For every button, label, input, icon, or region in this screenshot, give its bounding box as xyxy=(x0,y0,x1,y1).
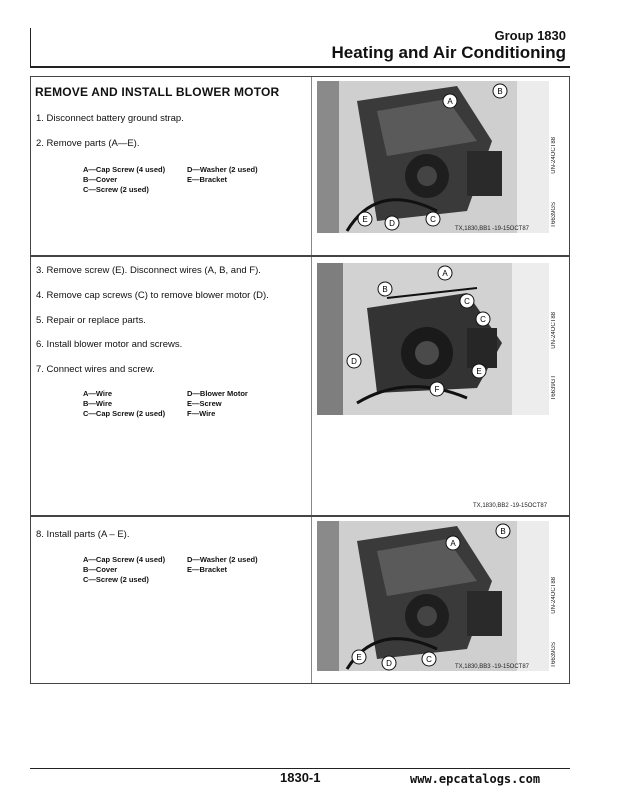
callout-b xyxy=(378,282,392,296)
figure-code: UN-24OCT88 xyxy=(551,137,557,174)
footer-rule xyxy=(30,768,570,769)
step-6: 6. Install blower motor and screws. xyxy=(36,339,183,350)
photo-caption: TX,1830,BB3 -19-15OCT87 xyxy=(454,664,529,670)
section-remove-motor xyxy=(30,256,570,516)
section-title: REMOVE AND INSTALL BLOWER MOTOR xyxy=(35,85,280,99)
header-left-rule xyxy=(30,28,31,68)
callout-c xyxy=(422,652,436,666)
parts-legend xyxy=(83,555,287,584)
legend-item: A—Cap Screw (4 used) xyxy=(83,165,166,174)
svg-text:E: E xyxy=(476,367,482,376)
section-divider xyxy=(311,257,312,515)
callout-e xyxy=(352,650,366,664)
site-url[interactable]: www.epcatalogs.com xyxy=(410,772,541,786)
svg-text:C: C xyxy=(464,297,470,306)
svg-text:B: B xyxy=(497,87,503,96)
section-divider xyxy=(311,517,312,683)
svg-text:A: A xyxy=(447,97,453,106)
legend-item: E—Screw xyxy=(187,399,222,408)
blower-photo-3 xyxy=(317,521,549,671)
callout-d xyxy=(382,656,396,670)
step-5: 5. Repair or replace parts. xyxy=(36,315,146,326)
svg-text:F: F xyxy=(434,385,440,394)
photo-caption: TX,1830,BB1 -19-15OCT87 xyxy=(454,226,529,232)
group-label: Group 1830 xyxy=(494,28,566,43)
svg-text:C: C xyxy=(480,315,486,324)
header-rule xyxy=(30,66,570,68)
legend-item: B—Cover xyxy=(83,175,118,184)
svg-text:D: D xyxy=(389,219,395,228)
legend-item: A—Cap Screw (4 used) xyxy=(83,555,166,564)
legend-item: C—Screw (2 used) xyxy=(83,575,149,584)
section-remove-install xyxy=(30,76,570,256)
figure-code: UN-24OCT88 xyxy=(551,577,557,614)
figure-number: T6639GT xyxy=(551,375,557,401)
blower-photo-1 xyxy=(317,81,549,233)
blower-photo-2 xyxy=(317,263,549,415)
legend-item: F—Wire xyxy=(187,409,216,418)
parts-legend xyxy=(83,165,287,194)
callout-d xyxy=(385,216,399,230)
legend-item: A—Wire xyxy=(83,389,113,398)
svg-text:C: C xyxy=(430,215,436,224)
svg-text:E: E xyxy=(362,215,368,224)
step-2: 2. Remove parts (A—E). xyxy=(36,138,140,149)
callout-c xyxy=(426,212,440,226)
callout-a xyxy=(446,536,460,550)
page-title: Heating and Air Conditioning xyxy=(331,43,566,62)
svg-text:D: D xyxy=(386,659,392,668)
figure-number: T6639GS xyxy=(551,642,557,668)
legend-item: D—Blower Motor xyxy=(187,389,248,398)
legend-item: D—Washer (2 used) xyxy=(187,555,258,564)
legend-item: B—Wire xyxy=(83,399,113,408)
section-divider xyxy=(311,77,312,255)
legend-item xyxy=(187,575,287,584)
legend-item: E—Bracket xyxy=(187,175,228,184)
callout-a xyxy=(438,266,452,280)
svg-text:A: A xyxy=(450,539,456,548)
legend-item xyxy=(187,185,287,194)
step-4: 4. Remove cap screws (C) to remove blower motor (D). xyxy=(36,290,269,301)
parts-legend xyxy=(83,389,287,418)
callout-b xyxy=(496,524,510,538)
callout-b xyxy=(493,84,507,98)
step-3: 3. Remove screw (E). Disconnect wires (A, B, and F). xyxy=(36,265,261,276)
callout-e xyxy=(472,364,486,378)
svg-text:E: E xyxy=(356,653,362,662)
svg-text:B: B xyxy=(382,285,388,294)
svg-text:D: D xyxy=(351,357,357,366)
legend-item: C—Screw (2 used) xyxy=(83,185,149,194)
step-7: 7. Connect wires and screw. xyxy=(36,364,155,375)
callout-e xyxy=(358,212,372,226)
svg-text:C: C xyxy=(426,655,432,664)
figure-number: T6639GS xyxy=(551,202,557,228)
figure-code: UN-24OCT88 xyxy=(551,312,557,349)
callout-d xyxy=(347,354,361,368)
legend-item: D—Washer (2 used) xyxy=(187,165,258,174)
svg-text:A: A xyxy=(442,269,448,278)
callout-f xyxy=(430,382,444,396)
callout-a xyxy=(443,94,457,108)
callout-c xyxy=(476,312,490,326)
legend-item: C—Cap Screw (2 used) xyxy=(83,409,166,418)
step-1: 1. Disconnect battery ground strap. xyxy=(36,113,184,124)
photo-caption: TX,1830,BB2 -19-15OCT87 xyxy=(473,503,548,509)
section-install xyxy=(30,516,570,684)
legend-item: B—Cover xyxy=(83,565,118,574)
svg-text:B: B xyxy=(500,527,506,536)
page-number: 1830-1 xyxy=(280,770,321,785)
legend-item: E—Bracket xyxy=(187,565,228,574)
callout-c xyxy=(460,294,474,308)
step-8: 8. Install parts (A – E). xyxy=(36,529,130,540)
